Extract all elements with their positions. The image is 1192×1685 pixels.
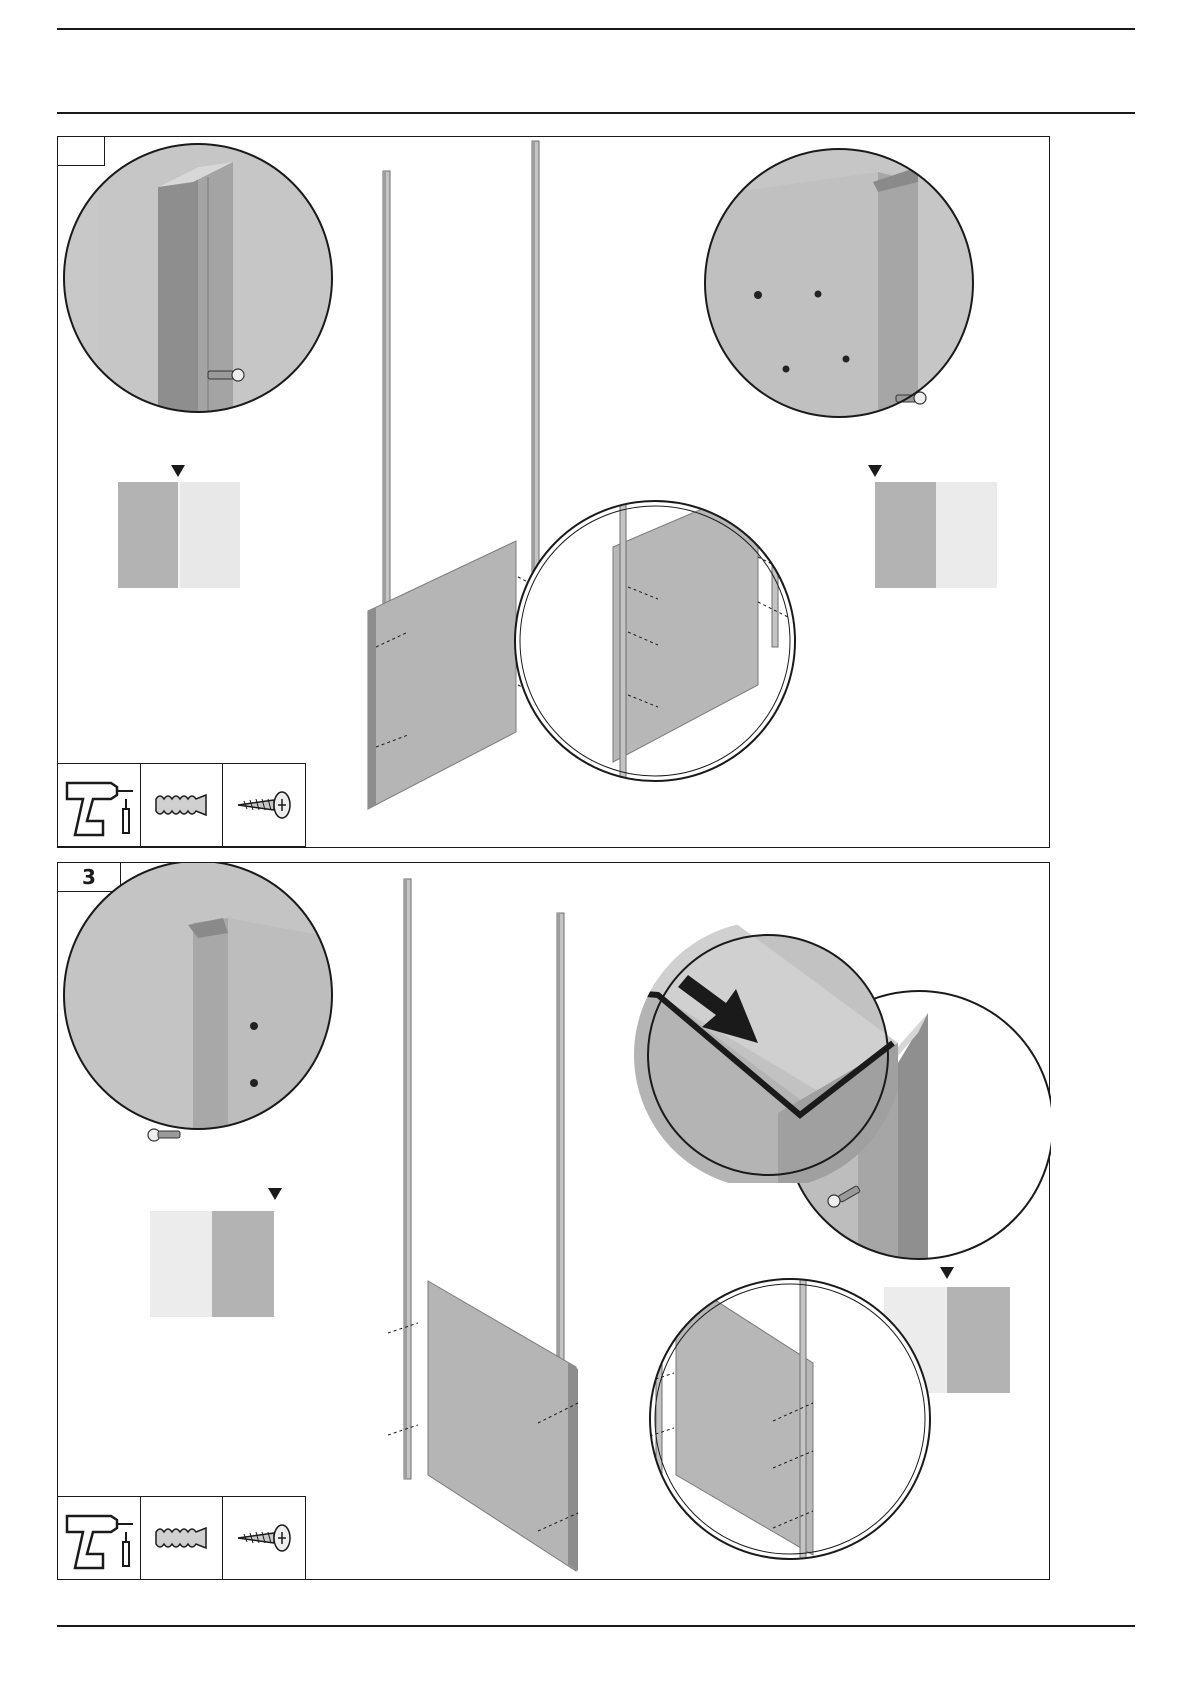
position-marker-icon — [171, 465, 185, 477]
tool-cell-drill — [57, 1496, 141, 1580]
drill-icon — [61, 1502, 137, 1574]
step-illustration — [58, 137, 1051, 849]
color-swatch-right — [868, 465, 997, 588]
wall-panel — [388, 1281, 578, 1571]
step-number: 3 — [82, 865, 96, 889]
detail-circle-holes — [64, 863, 388, 1163]
screw-icon — [208, 369, 244, 381]
color-swatch-left — [118, 465, 240, 588]
tool-cell-plug — [140, 763, 224, 847]
detail-circle-assembly — [515, 485, 795, 797]
tools-row — [57, 1496, 306, 1580]
detail-circle-holes — [698, 149, 973, 437]
plug-anchor-icon — [150, 785, 214, 825]
screw-icon — [232, 1518, 296, 1558]
tool-cell-drill — [57, 763, 141, 847]
footer-rule — [57, 1625, 1135, 1627]
drill-icon — [61, 769, 137, 841]
position-marker-icon — [940, 1267, 954, 1279]
color-swatch-left — [150, 1188, 282, 1317]
tool-cell-plug — [140, 1496, 224, 1580]
detail-circle-assembly — [644, 1273, 930, 1573]
step-illustration — [58, 863, 1051, 1581]
profile-rail-left — [404, 879, 411, 1479]
position-marker-icon — [868, 465, 882, 477]
tools-row — [57, 763, 306, 847]
detail-circle-arrow — [613, 903, 898, 1183]
tool-cell-screw — [222, 763, 306, 847]
step-panel — [57, 136, 1050, 848]
plug-anchor-icon — [150, 1518, 214, 1558]
position-marker-icon — [268, 1188, 282, 1200]
header-rule-top — [57, 28, 1135, 30]
tool-cell-screw — [222, 1496, 306, 1580]
screw-icon — [232, 785, 296, 825]
header-rule-bottom — [57, 112, 1135, 114]
detail-circle-profile — [64, 137, 358, 437]
step-panel-3 — [57, 862, 1050, 1580]
screw-icon — [148, 1129, 180, 1141]
